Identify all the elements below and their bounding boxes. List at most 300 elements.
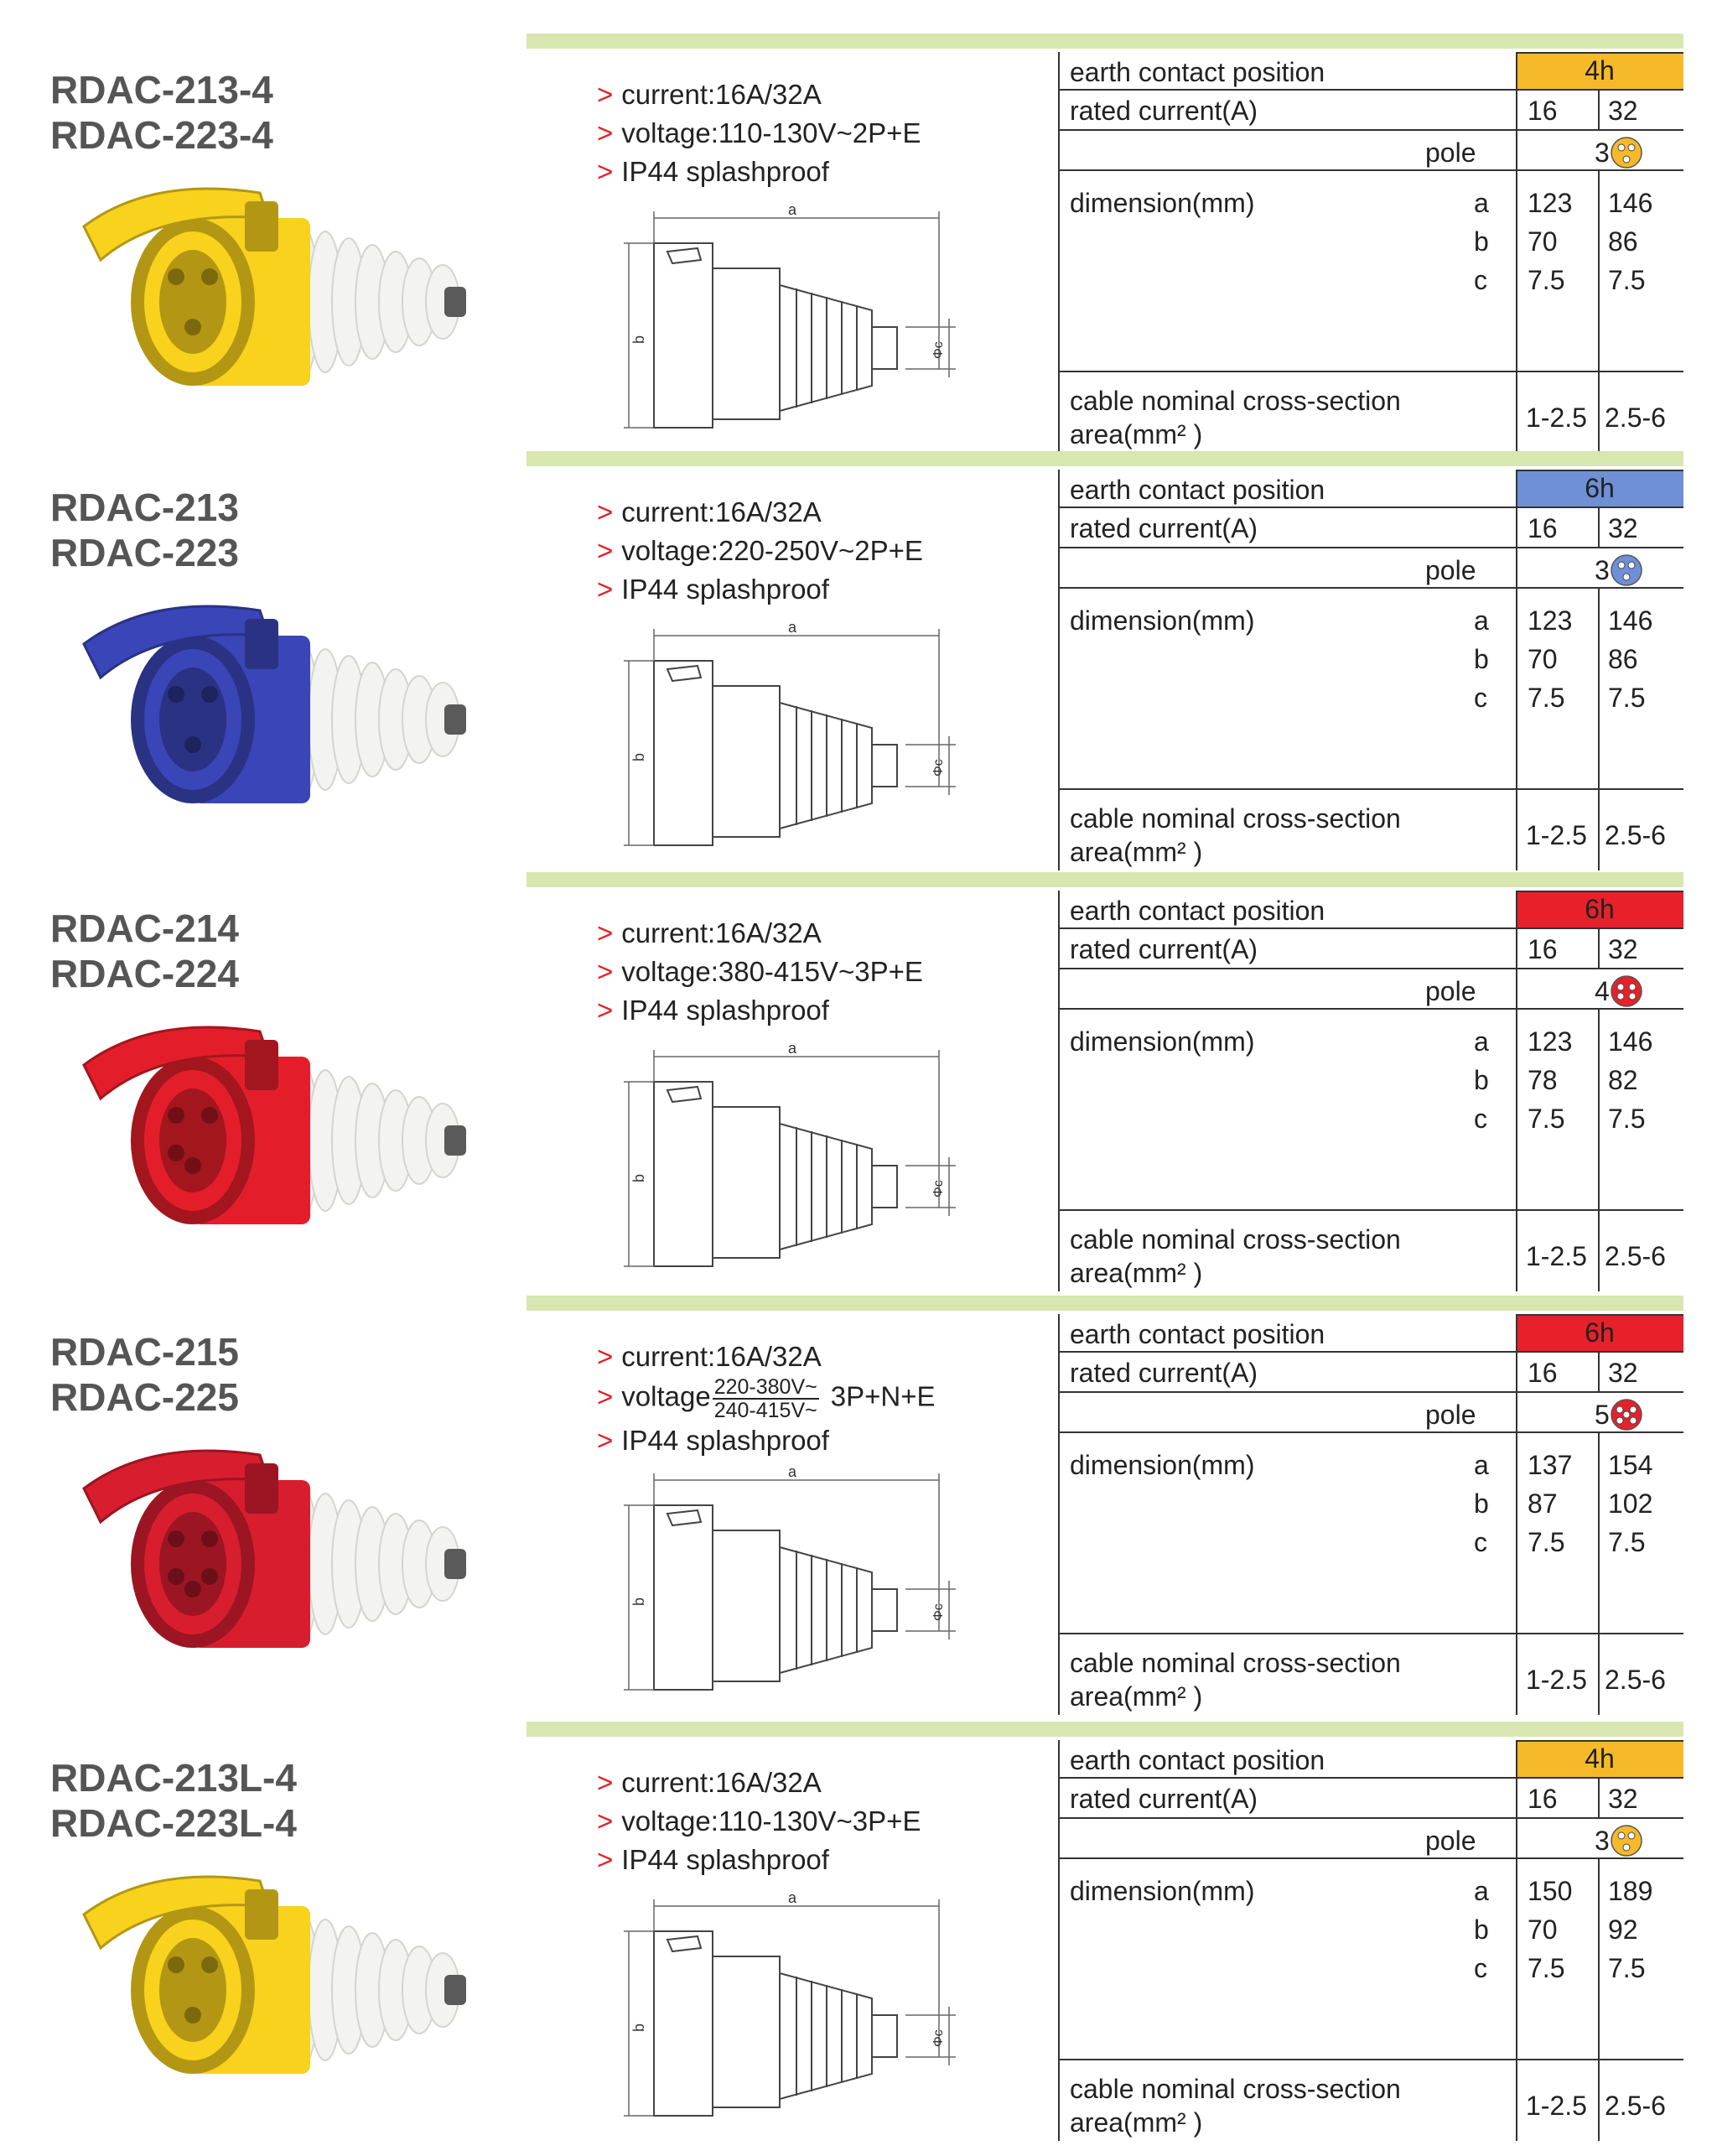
table-rule: [1516, 52, 1683, 54]
dimension-drawing: [620, 201, 973, 444]
dim-a-label: a: [1474, 1026, 1489, 1057]
cable-16: 1-2.5: [1526, 1241, 1587, 1271]
bullet-arrow: >: [597, 956, 614, 987]
dim-b-label: b: [1474, 1065, 1489, 1095]
earth-position-value: 6h: [1585, 473, 1615, 503]
dim-a-16: 123: [1528, 188, 1573, 218]
dimension-label: dimension(mm): [1070, 1026, 1255, 1057]
voltage-suffix: 3P+N+E: [830, 1380, 936, 1412]
pin-hole: [168, 1145, 184, 1161]
cable-16: 1-2.5: [1526, 820, 1587, 850]
model-number: RDAC-213: [50, 486, 239, 529]
dim-label-b: b: [630, 335, 647, 344]
connector-photo: [50, 1430, 503, 1681]
table-rule: [1058, 52, 1060, 453]
table-rule: [1516, 891, 1517, 1291]
dim-label-a: a: [788, 1040, 797, 1057]
table-rule: [1058, 1817, 1683, 1819]
dim-label-b: b: [630, 1173, 647, 1182]
earth-label: earth contact position: [1070, 1319, 1325, 1349]
pin-hole: [168, 1530, 184, 1547]
dim-a-label: a: [1474, 1876, 1489, 1906]
table-rule: [1058, 788, 1683, 790]
table-rule: [1058, 1777, 1683, 1779]
spec-text: voltage:220-250V~2P+E: [621, 535, 923, 566]
cable-label-line1: cable nominal cross-section: [1070, 386, 1401, 416]
spec-row: [597, 1764, 921, 1802]
bullet-arrow: >: [597, 995, 614, 1026]
dimension-label: dimension(mm): [1070, 188, 1255, 218]
cable-label-line1: cable nominal cross-section: [1070, 1224, 1401, 1255]
spec-row: [597, 570, 923, 609]
technical-drawing: [620, 1040, 973, 1283]
earth-position-box: [1516, 1314, 1683, 1351]
dim-c-16: 7.5: [1528, 1104, 1565, 1134]
earth-label: earth contact position: [1070, 57, 1325, 87]
dim-a-16: 123: [1528, 1026, 1573, 1057]
spec-text: IP44 splashproof: [621, 574, 829, 605]
earth-position-box: [1516, 891, 1683, 927]
technical-drawing: [620, 1463, 973, 1707]
product-photo: [50, 1856, 503, 2107]
model-numbers: [50, 1329, 239, 1420]
rated-16: 16: [1528, 1784, 1558, 1814]
dim-label-c: Φc: [931, 341, 946, 359]
rated-16: 16: [1528, 934, 1558, 964]
dim-label-c: Φc: [931, 759, 946, 777]
pole-label: pole: [1425, 555, 1476, 585]
pole-icon: [1610, 553, 1643, 587]
model-numbers: [50, 1755, 297, 1846]
hinge: [245, 1463, 278, 1514]
earth-label: earth contact position: [1070, 475, 1325, 505]
dim-c-32: 7.5: [1608, 1527, 1646, 1557]
spec-text: current:16A/32A: [621, 496, 822, 527]
dim-label-c: Φc: [931, 1180, 946, 1197]
pole-count: 3: [1595, 555, 1610, 585]
pin-hole: [184, 736, 201, 753]
table-rule: [1058, 169, 1683, 171]
dim-a-32: 146: [1608, 188, 1653, 218]
pin-hole: [201, 268, 218, 285]
dim-a-label: a: [1474, 1450, 1489, 1480]
table-rule: [1058, 547, 1683, 548]
pole-label: pole: [1425, 1400, 1476, 1430]
voltage-fraction: [713, 1376, 819, 1421]
table-rule: [1598, 1857, 1600, 2141]
dimension-label: dimension(mm): [1070, 605, 1255, 636]
dim-label-b: b: [630, 752, 647, 761]
model-number: RDAC-223: [50, 531, 239, 574]
cable-label-line1: cable nominal cross-section: [1070, 1648, 1401, 1678]
dim-b-32: 82: [1608, 1065, 1638, 1095]
dim-b-label: b: [1474, 644, 1489, 674]
rated-32: 32: [1608, 934, 1638, 964]
dim-b-16: 70: [1528, 226, 1558, 257]
rated-32: 32: [1608, 513, 1638, 543]
bullet-arrow: >: [597, 117, 614, 148]
earth-position-value: 4h: [1585, 55, 1615, 86]
spec-row: [597, 914, 923, 953]
spec-text: voltage:110-130V~2P+E: [621, 117, 921, 148]
model-number: RDAC-223-4: [50, 113, 273, 157]
bullet-arrow: >: [597, 1341, 614, 1372]
spec-text: voltage:380-415V~3P+E: [621, 956, 923, 987]
earth-position-box: [1516, 470, 1683, 507]
table-rule: [1058, 1857, 1683, 1859]
cable-32: 2.5-6: [1605, 403, 1666, 433]
cable-16: 1-2.5: [1526, 403, 1587, 433]
spec-text: current:16A/32A: [621, 1341, 822, 1372]
rated-label: rated current(A): [1070, 934, 1258, 964]
spec-list: [597, 1338, 935, 1460]
model-number: RDAC-214: [50, 907, 239, 950]
technical-drawing: [620, 619, 973, 862]
spec-row: [597, 991, 923, 1030]
socket-face: [159, 668, 226, 771]
spec-row: [597, 1376, 935, 1421]
dim-b-label: b: [1474, 1914, 1489, 1945]
section-divider-bar: [527, 872, 1683, 887]
cable-32: 2.5-6: [1605, 1241, 1666, 1271]
spec-text: IP44 splashproof: [621, 1844, 829, 1875]
cable-boot: [285, 1063, 466, 1218]
cable-end: [444, 287, 466, 317]
cable-32: 2.5-6: [1605, 1665, 1666, 1695]
table-rule: [1598, 1351, 1600, 1391]
spec-row: [597, 532, 923, 570]
dim-b-16: 78: [1528, 1065, 1558, 1095]
product-section: [0, 872, 1717, 1291]
dim-label-c: Φc: [931, 2029, 946, 2047]
dim-a-label: a: [1474, 605, 1489, 636]
cable-16: 1-2.5: [1526, 2091, 1587, 2121]
dim-label-a: a: [788, 619, 797, 636]
dim-a-32: 189: [1608, 1876, 1653, 1906]
table-rule: [1516, 1740, 1517, 2141]
spec-text: IP44 splashproof: [621, 156, 829, 187]
table-rule: [1058, 1633, 1683, 1634]
connector-photo: [50, 1006, 503, 1258]
voltage-top: 220-380V~: [713, 1375, 817, 1399]
table-rule: [1058, 1008, 1683, 1010]
rated-label: rated current(A): [1070, 1784, 1258, 1814]
spec-row: [597, 1421, 935, 1460]
pole-label: pole: [1425, 976, 1476, 1006]
rated-label: rated current(A): [1070, 1358, 1258, 1388]
table-rule: [1058, 587, 1683, 589]
table-rule: [1516, 1314, 1683, 1316]
dimension-drawing: [620, 1463, 973, 1707]
pole-label: pole: [1425, 1826, 1476, 1856]
spec-list: [597, 493, 923, 609]
product-section: [0, 1722, 1717, 2141]
bullet-arrow: >: [597, 1844, 614, 1875]
pin-hole: [184, 2007, 201, 2024]
dim-c-32: 7.5: [1608, 683, 1646, 713]
dim-a-32: 146: [1608, 1026, 1653, 1057]
pin-hole: [201, 1956, 218, 1973]
dim-c-16: 7.5: [1528, 1953, 1565, 1983]
dim-c-16: 7.5: [1528, 1527, 1565, 1557]
earth-position-value: 6h: [1585, 1317, 1615, 1348]
dim-label-c: Φc: [931, 1603, 946, 1621]
rated-32: 32: [1608, 1358, 1638, 1388]
model-number: RDAC-215: [50, 1330, 239, 1374]
dim-b-32: 92: [1608, 1914, 1638, 1945]
dim-a-label: a: [1474, 188, 1489, 218]
spec-text: current:16A/32A: [621, 79, 822, 110]
dim-b-16: 70: [1528, 1914, 1558, 1945]
cable-label-line2: area(mm² ): [1070, 837, 1203, 867]
dim-b-16: 87: [1528, 1488, 1558, 1519]
pin-hole: [184, 319, 201, 335]
technical-drawing: [620, 201, 973, 444]
spec-row: [597, 75, 921, 114]
dim-label-b: b: [630, 1597, 647, 1606]
dim-label-b: b: [630, 2023, 647, 2032]
dim-a-16: 137: [1528, 1450, 1573, 1480]
rated-16: 16: [1528, 1358, 1558, 1388]
spec-row: [597, 1802, 921, 1841]
table-rule: [1598, 1431, 1600, 1715]
pole-count: 3: [1595, 1826, 1610, 1856]
table-rule: [1058, 371, 1683, 372]
dim-b-32: 86: [1608, 644, 1638, 674]
bullet-arrow: >: [597, 496, 614, 527]
table-rule: [1058, 89, 1683, 91]
model-numbers: [50, 906, 239, 996]
hinge: [245, 201, 278, 252]
spec-text: IP44 splashproof: [621, 995, 829, 1026]
pole-label: pole: [1425, 138, 1476, 168]
dimension-drawing: [620, 1040, 973, 1283]
table-rule: [1598, 89, 1600, 129]
spec-table: [1058, 891, 1683, 1291]
table-rule: [1058, 1431, 1683, 1433]
pin-hole: [184, 1157, 201, 1174]
earth-position-value: 4h: [1585, 1743, 1615, 1774]
dim-c-label: c: [1474, 1527, 1487, 1557]
spec-text: IP44 splashproof: [621, 1425, 829, 1456]
table-rule: [1516, 1740, 1683, 1742]
dim-c-label: c: [1474, 265, 1487, 295]
table-rule: [1058, 891, 1060, 1291]
pole-icon: [1610, 974, 1643, 1008]
spec-list: [597, 914, 923, 1030]
earth-position-box: [1516, 1740, 1683, 1777]
table-rule: [1598, 927, 1600, 968]
spec-row: [597, 1338, 935, 1376]
cable-label-line1: cable nominal cross-section: [1070, 803, 1401, 834]
cable-end: [444, 704, 466, 735]
pin-hole: [168, 1107, 184, 1124]
rated-32: 32: [1608, 1784, 1638, 1814]
table-rule: [1058, 1314, 1060, 1715]
cable-32: 2.5-6: [1605, 2091, 1666, 2121]
table-rule: [1598, 1008, 1600, 1291]
spec-text: current:16A/32A: [621, 917, 822, 948]
dim-b-label: b: [1474, 1488, 1489, 1519]
connector-photo: [50, 168, 503, 419]
table-rule: [1058, 1391, 1683, 1393]
spec-table: [1058, 470, 1683, 870]
voltage-bottom: 240-415V~: [713, 1399, 817, 1422]
dimension-label: dimension(mm): [1070, 1876, 1255, 1906]
table-rule: [1058, 1740, 1060, 2141]
spec-table: [1058, 1314, 1683, 1715]
table-rule: [1598, 507, 1600, 547]
table-rule: [1058, 129, 1683, 131]
pin-hole: [201, 1107, 218, 1124]
spec-row: [597, 153, 921, 191]
spec-row: [597, 493, 923, 532]
pin-hole: [168, 268, 184, 285]
socket-face: [159, 1088, 226, 1192]
table-rule: [1598, 587, 1600, 870]
spec-voltage-label: voltage: [621, 1380, 711, 1412]
dim-b-32: 86: [1608, 226, 1638, 257]
dim-b-32: 102: [1608, 1488, 1653, 1519]
cable-label-line1: cable nominal cross-section: [1070, 2074, 1401, 2104]
dim-a-32: 154: [1608, 1450, 1653, 1480]
pole-icon: [1610, 136, 1643, 169]
section-divider-bar: [527, 451, 1683, 466]
pin-hole: [184, 1581, 201, 1598]
dim-b-label: b: [1474, 226, 1489, 257]
product-section: [0, 34, 1717, 453]
product-photo: [50, 168, 503, 419]
dim-a-16: 150: [1528, 1876, 1573, 1906]
table-rule: [1516, 1314, 1517, 1715]
cable-end: [444, 1125, 466, 1156]
rated-label: rated current(A): [1070, 513, 1258, 543]
pin-hole: [168, 1956, 184, 1973]
cable-16: 1-2.5: [1526, 1665, 1587, 1695]
rated-label: rated current(A): [1070, 96, 1258, 126]
bullet-arrow: >: [597, 917, 614, 948]
socket-face: [159, 250, 226, 354]
pole-icon: [1610, 1824, 1643, 1857]
dim-label-a: a: [788, 201, 797, 218]
spec-row: [597, 114, 921, 153]
bullet-arrow: >: [597, 1767, 614, 1798]
cable-end: [444, 1549, 466, 1579]
cable-boot: [285, 1487, 466, 1641]
table-rule: [1516, 891, 1683, 892]
product-photo: [50, 1006, 503, 1258]
product-section: [0, 451, 1717, 870]
cable-label-line2: area(mm² ): [1070, 1681, 1203, 1712]
bullet-arrow: >: [597, 156, 614, 187]
cable-boot: [285, 225, 466, 379]
connector-photo: [50, 1856, 503, 2107]
dim-c-label: c: [1474, 683, 1487, 713]
dimension-label: dimension(mm): [1070, 1450, 1255, 1480]
section-divider-bar: [527, 34, 1683, 49]
rated-16: 16: [1528, 96, 1558, 126]
section-divider-bar: [527, 1296, 1683, 1311]
spec-text: current:16A/32A: [621, 1767, 822, 1798]
pin-hole: [201, 1568, 218, 1585]
dim-a-32: 146: [1608, 605, 1653, 636]
table-rule: [1516, 470, 1683, 471]
table-rule: [1598, 1777, 1600, 1817]
bullet-arrow: >: [597, 535, 614, 566]
bullet-arrow: >: [597, 1425, 614, 1456]
dim-label-a: a: [788, 1463, 797, 1480]
spec-table: [1058, 52, 1683, 453]
table-rule: [1058, 2059, 1683, 2060]
cable-32: 2.5-6: [1605, 820, 1666, 850]
rated-16: 16: [1528, 513, 1558, 543]
table-rule: [1058, 1351, 1683, 1353]
model-number: RDAC-213L-4: [50, 1756, 297, 1800]
product-section: [0, 1296, 1717, 1715]
model-number: RDAC-213-4: [50, 68, 273, 112]
spec-table: [1058, 1740, 1683, 2141]
model-numbers: [50, 485, 239, 575]
pole-count: 5: [1595, 1400, 1610, 1430]
dim-b-16: 70: [1528, 644, 1558, 674]
hinge: [245, 619, 278, 669]
dimension-drawing: [620, 619, 973, 862]
connector-photo: [50, 585, 503, 837]
table-rule: [1516, 52, 1517, 453]
pole-icon: [1610, 1398, 1643, 1431]
dim-c-32: 7.5: [1608, 1953, 1646, 1983]
earth-position-value: 6h: [1585, 894, 1615, 924]
table-rule: [1058, 927, 1683, 929]
section-divider-bar: [527, 1722, 1683, 1737]
spec-list: [597, 75, 921, 191]
model-number: RDAC-224: [50, 952, 239, 995]
bullet-arrow: >: [597, 1805, 614, 1836]
socket-face: [159, 1512, 226, 1616]
dim-c-32: 7.5: [1608, 265, 1646, 295]
pin-hole: [201, 1530, 218, 1547]
earth-label: earth contact position: [1070, 1745, 1325, 1775]
cable-label-line2: area(mm² ): [1070, 2107, 1203, 2138]
technical-drawing: [620, 1889, 973, 2133]
dim-c-label: c: [1474, 1104, 1487, 1134]
table-rule: [1058, 1209, 1683, 1211]
cable-boot: [285, 642, 466, 797]
cable-label-line2: area(mm² ): [1070, 419, 1203, 449]
bullet-arrow: >: [597, 79, 614, 110]
table-rule: [1058, 968, 1683, 969]
table-rule: [1516, 470, 1517, 870]
dim-c-32: 7.5: [1608, 1104, 1646, 1134]
dim-c-16: 7.5: [1528, 265, 1565, 295]
cable-boot: [285, 1913, 466, 2067]
cable-label-line2: area(mm² ): [1070, 1258, 1203, 1288]
dim-a-16: 123: [1528, 605, 1573, 636]
earth-position-box: [1516, 52, 1683, 89]
hinge: [245, 1889, 278, 1940]
spec-row: [597, 1841, 921, 1879]
cable-end: [444, 1975, 466, 2005]
spec-text: voltage:110-130V~3P+E: [621, 1805, 921, 1836]
product-photo: [50, 585, 503, 837]
socket-face: [159, 1938, 226, 2042]
table-rule: [1598, 169, 1600, 453]
dim-c-label: c: [1474, 1953, 1487, 1983]
earth-label: earth contact position: [1070, 896, 1325, 926]
pin-hole: [168, 1568, 184, 1585]
product-photo: [50, 1430, 503, 1681]
pin-hole: [201, 686, 218, 703]
